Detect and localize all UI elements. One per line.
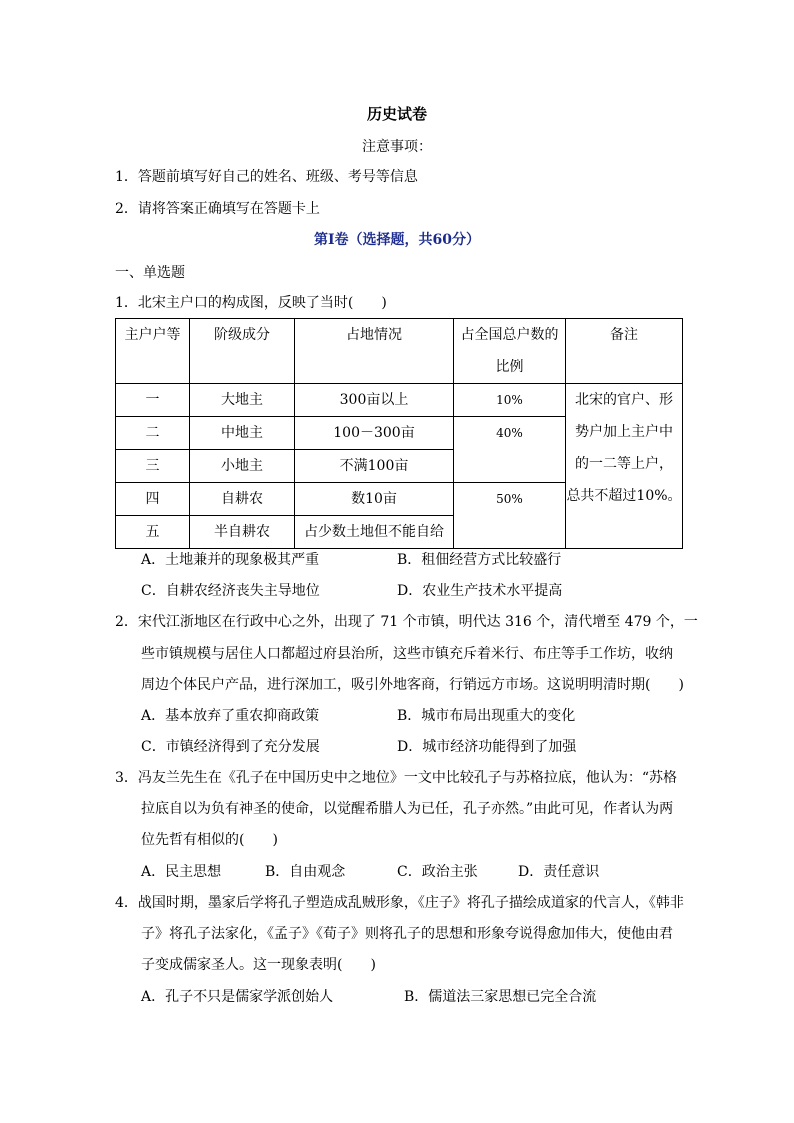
option-c: C．自耕农经济丧失主导地位 — [141, 583, 320, 599]
table-cell: 半自耕农 — [190, 516, 295, 549]
table-header-cell: 备注 — [566, 319, 683, 384]
table-cell: 100－300亩 — [295, 417, 454, 450]
table-cell: 小地主 — [190, 450, 295, 483]
table-cell: 五 — [116, 516, 190, 549]
question-1-stem: 1．北宋主户口的构成图，反映了当时( ) — [115, 295, 387, 311]
question-4-line: 子》将孔子法家化，《孟子》《荀子》则将孔子的思想和形象夸说得愈加伟大，使他由君 — [141, 926, 673, 942]
table-cell: 40% — [454, 417, 566, 483]
question-2-line: 周边个体民户产品，进行深加工，吸引外地客商，行销远方市场。这说明明清时期( ) — [141, 677, 684, 693]
table-cell: 三 — [116, 450, 190, 483]
option-b: B．城市布局出现重大的变化 — [397, 708, 576, 724]
table-cell: 数10亩 — [295, 483, 454, 516]
table-header-row — [116, 319, 683, 384]
option-a: A．孔子不只是儒家学派创始人 — [141, 989, 334, 1005]
option-d: D．农业生产技术水平提高 — [397, 583, 563, 599]
table-header-cell: 阶级成分 — [190, 319, 295, 384]
question-2-line: 些市镇规模与居住人口都超过府县治所，这些市镇充斥着米行、布庄等手工作坊，收纳 — [141, 646, 673, 662]
option-a: A．民主思想 — [141, 864, 222, 880]
table-cell: 一 — [116, 384, 190, 417]
page-title: 历史试卷 — [366, 105, 427, 123]
notice-item: 2．请将答案正确填写在答题卡上 — [115, 201, 320, 217]
table-cell: 300亩以上 — [295, 384, 454, 417]
question-4-line: 子变成儒家圣人。这一现象表明( ) — [141, 957, 376, 973]
option-a: A．基本放弃了重农抑商政策 — [141, 708, 320, 724]
table-cell: 中地主 — [190, 417, 295, 450]
table-cell: 占少数土地但不能自给 — [295, 516, 454, 549]
option-d: D．责任意识 — [518, 864, 600, 880]
table-cell: 不满100亩 — [295, 450, 454, 483]
question-2-line: 2．宋代江浙地区在行政中心之外，出现了 71 个市镇，明代达 316 个，清代增至 479 个，一 — [115, 614, 698, 630]
table-cell: 10% — [454, 384, 566, 417]
table-cell: 四 — [116, 483, 190, 516]
section-heading: 第I卷（选择题，共60分） — [313, 232, 481, 248]
table-cell: 50% — [454, 483, 566, 549]
question-4-line: 4．战国时期，墨家后学将孔子塑造成乱贼形象，《庄子》将孔子描绘成道家的代言人，《韩非 — [115, 895, 684, 911]
household-table — [115, 318, 683, 549]
table-cell: 二 — [116, 417, 190, 450]
table-header-cell: 占全国总户数的 比例 — [454, 319, 566, 384]
option-d: D．城市经济功能得到了加强 — [397, 739, 577, 755]
question-3-line: 位先哲有相似的( ) — [141, 832, 278, 848]
option-b: B．儒道法三家思想已完全合流 — [404, 989, 597, 1005]
table-cell: 自耕农 — [190, 483, 295, 516]
question-3-line: 拉底自以为负有神圣的使命，以觉醒希腊人为已任，孔子亦然。”由此可见，作者认为两 — [141, 801, 674, 817]
table-note-cell: 北宋的官户、形 势户加上主户中 的一二等上户， 总共不超过10%。 — [566, 384, 683, 549]
option-b: B．自由观念 — [265, 864, 346, 880]
option-c: C．市镇经济得到了充分发展 — [141, 739, 320, 755]
table-row — [116, 384, 683, 417]
option-c: C．政治主张 — [397, 864, 478, 880]
part-heading: 一、单选题 — [115, 265, 185, 281]
table-header-cell: 占地情况 — [295, 319, 454, 384]
notice-heading: 注意事项： — [362, 139, 432, 155]
question-3-line: 3．冯友兰先生在《孔子在中国历史中之地位》一文中比较孔子与苏格拉底，他认为：“苏格 — [115, 770, 678, 786]
table-header-cell: 主户户等 — [116, 319, 190, 384]
option-a: A．土地兼并的现象极其严重 — [141, 552, 320, 568]
table-cell: 大地主 — [190, 384, 295, 417]
option-b: B．租佃经营方式比较盛行 — [397, 552, 562, 568]
notice-item: 1．答题前填写好自己的姓名、班级、考号等信息 — [115, 169, 418, 185]
